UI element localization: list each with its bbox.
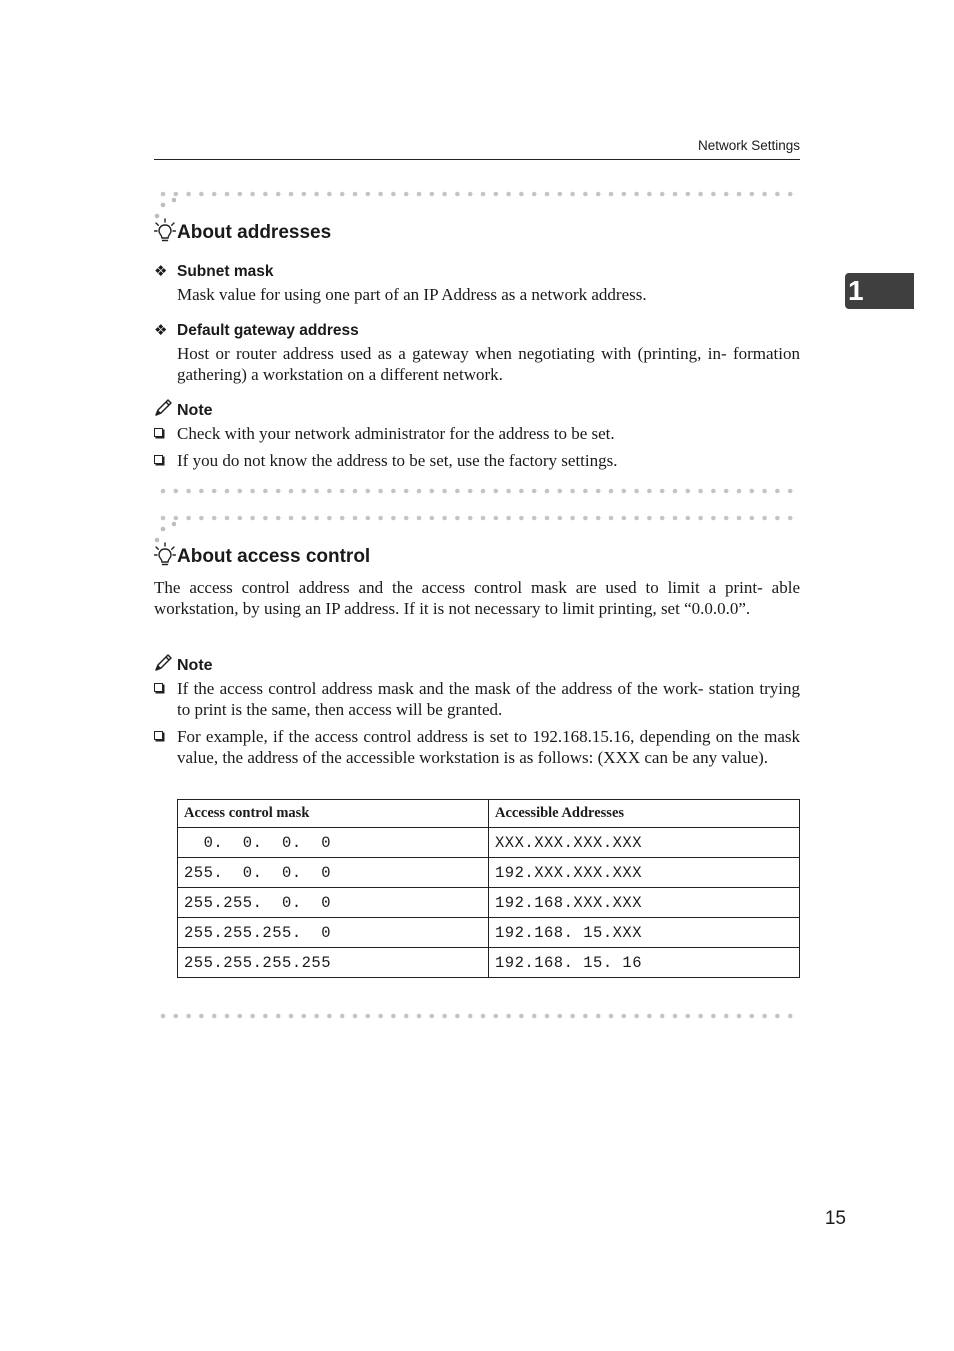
rule-dot — [263, 192, 268, 197]
rule-dot — [391, 489, 396, 494]
rule-dot — [417, 489, 422, 494]
rule-dot — [737, 516, 742, 521]
rule-dot — [532, 489, 537, 494]
rule-dot — [711, 1014, 716, 1019]
rule-dot — [622, 1014, 627, 1019]
dotted-corner — [154, 520, 176, 544]
rule-dot — [506, 192, 511, 197]
lightbulb-icon — [154, 218, 176, 244]
rule-dot — [737, 1014, 742, 1019]
rule-dot — [775, 1014, 780, 1019]
rule-dot — [686, 516, 691, 521]
dotted-rule-top — [160, 190, 800, 198]
rule-dot — [327, 1014, 332, 1019]
rule-dot — [417, 516, 422, 521]
rule-dot — [289, 192, 294, 197]
term-label: Subnet mask — [177, 263, 274, 280]
rule-dot — [455, 1014, 460, 1019]
column-header-addresses: Accessible Addresses — [489, 800, 800, 828]
rule-dot — [186, 1014, 191, 1019]
pencil-icon — [154, 653, 173, 672]
rule-dot — [545, 192, 550, 197]
rule-dot — [596, 516, 601, 521]
rule-dot — [596, 489, 601, 494]
rule-dot — [622, 489, 627, 494]
rule-dot — [698, 516, 703, 521]
rule-dot — [545, 1014, 550, 1019]
rule-dot — [174, 1014, 179, 1019]
chapter-tab: 1 — [845, 273, 914, 309]
rule-dot — [468, 489, 473, 494]
table-row — [178, 948, 800, 978]
rule-dot — [647, 1014, 652, 1019]
rule-dot — [673, 489, 678, 494]
rule-dot — [302, 1014, 307, 1019]
rule-dot — [583, 192, 588, 197]
note-item — [154, 678, 800, 720]
column-header-mask: Access control mask — [178, 800, 489, 828]
note-text: Check with your network administrator for the address to be set. — [177, 424, 615, 443]
rule-dot — [506, 516, 511, 521]
rule-dot — [199, 489, 204, 494]
rule-dot — [724, 516, 729, 521]
rule-dot — [378, 489, 383, 494]
rule-dot — [532, 516, 537, 521]
rule-dot — [263, 489, 268, 494]
rule-dot — [314, 192, 319, 197]
rule-dot — [583, 1014, 588, 1019]
rule-dot — [698, 1014, 703, 1019]
mask-cell: 0. 0. 0. 0 — [178, 828, 489, 858]
rule-dot — [570, 516, 575, 521]
rule-dot — [327, 192, 332, 197]
checkbox-icon — [154, 683, 163, 692]
rule-dot — [609, 516, 614, 521]
address-cell: 192.168.XXX.XXX — [489, 888, 800, 918]
rule-dot — [238, 192, 243, 197]
note-heading — [154, 398, 213, 420]
rule-dot — [250, 192, 255, 197]
rule-dot — [481, 489, 486, 494]
term-description: Host or router address used as a gateway when negotiating with (printing, in- formation gathering) a workstation on a different network. — [177, 344, 800, 384]
rule-dot — [366, 1014, 371, 1019]
rule-dot — [314, 489, 319, 494]
rule-dot — [378, 192, 383, 197]
rule-dot — [289, 1014, 294, 1019]
rule-dot — [532, 1014, 537, 1019]
rule-dot — [609, 1014, 614, 1019]
rule-dot — [225, 192, 230, 197]
rule-dot — [724, 489, 729, 494]
rule-dot — [225, 1014, 230, 1019]
rule-dot — [199, 192, 204, 197]
rule-dot — [417, 192, 422, 197]
rule-dot — [494, 1014, 499, 1019]
note-text: For example, if the access control address is set to 192.168.15.16, depending on the mask value, the address of the accessible workstation is as follows: (XXX can be any value). — [177, 727, 800, 767]
rule-dot — [660, 1014, 665, 1019]
rule-dot — [609, 192, 614, 197]
rule-dot — [238, 489, 243, 494]
rule-dot — [442, 489, 447, 494]
rule-dot — [212, 1014, 217, 1019]
rule-dot — [276, 516, 281, 521]
rule-dot — [430, 516, 435, 521]
rule-dot — [634, 1014, 639, 1019]
rule-dot — [519, 516, 524, 521]
rule-dot — [519, 489, 524, 494]
rule-dot — [762, 516, 767, 521]
rule-dot — [391, 516, 396, 521]
rule-dot — [762, 1014, 767, 1019]
rule-dot — [212, 192, 217, 197]
rule-dot — [634, 192, 639, 197]
rule-dot — [212, 489, 217, 494]
dotted-rule-top — [160, 514, 800, 522]
mask-cell: 255. 0. 0. 0 — [178, 858, 489, 888]
rule-dot — [570, 1014, 575, 1019]
rule-dot — [468, 1014, 473, 1019]
rule-dot — [455, 516, 460, 521]
rule-dot — [788, 489, 793, 494]
rule-dot — [378, 1014, 383, 1019]
rule-dot — [622, 516, 627, 521]
rule-dot — [724, 192, 729, 197]
rule-dot — [430, 1014, 435, 1019]
rule-dot — [570, 489, 575, 494]
rule-dot — [750, 516, 755, 521]
section-title-addresses: About addresses — [177, 222, 332, 243]
rule-dot — [353, 192, 358, 197]
rule-dot — [494, 489, 499, 494]
rule-dot — [238, 516, 243, 521]
rule-dot — [698, 489, 703, 494]
rule-dot — [698, 192, 703, 197]
rule-dot — [634, 516, 639, 521]
rule-dot — [750, 192, 755, 197]
rule-dot — [340, 1014, 345, 1019]
rule-dot — [442, 516, 447, 521]
table-row — [178, 858, 800, 888]
rule-dot — [378, 516, 383, 521]
mask-cell: 255.255.255. 0 — [178, 918, 489, 948]
checkbox-icon — [154, 428, 163, 437]
rule-dot — [775, 516, 780, 521]
rule-dot — [686, 489, 691, 494]
rule-dot — [506, 489, 511, 494]
rule-dot — [647, 489, 652, 494]
rule-dot — [442, 192, 447, 197]
rule-dot — [711, 489, 716, 494]
rule-dot — [750, 1014, 755, 1019]
rule-dot — [558, 192, 563, 197]
note-label: Note — [177, 402, 213, 419]
rule-dot — [161, 489, 166, 494]
rule-dot — [366, 489, 371, 494]
rule-dot — [314, 1014, 319, 1019]
page-number: 15 — [824, 1208, 846, 1229]
diamond-bullet: ❖ — [154, 263, 168, 280]
rule-dot — [545, 516, 550, 521]
rule-dot — [596, 1014, 601, 1019]
rule-dot — [276, 192, 281, 197]
rule-dot — [430, 192, 435, 197]
note-item — [154, 450, 800, 471]
rule-dot — [250, 1014, 255, 1019]
rule-dot — [724, 1014, 729, 1019]
dotted-rule-bottom — [160, 1012, 800, 1020]
rule-dot — [660, 489, 665, 494]
table-row — [178, 918, 800, 948]
note-item — [154, 726, 800, 768]
rule-dot — [186, 192, 191, 197]
address-cell: XXX.XXX.XXX.XXX — [489, 828, 800, 858]
mask-cell: 255.255. 0. 0 — [178, 888, 489, 918]
rule-dot — [404, 489, 409, 494]
rule-dot — [788, 192, 793, 197]
term-label: Default gateway address — [177, 322, 359, 339]
rule-dot — [570, 192, 575, 197]
rule-dot — [289, 516, 294, 521]
dotted-rule-bottom — [160, 487, 800, 495]
rule-dot — [238, 1014, 243, 1019]
access-table — [177, 799, 800, 978]
rule-dot — [634, 489, 639, 494]
rule-dot — [737, 489, 742, 494]
rule-dot — [404, 192, 409, 197]
rule-dot — [276, 489, 281, 494]
rule-dot — [775, 192, 780, 197]
dotted-corner — [154, 196, 176, 220]
rule-dot — [788, 1014, 793, 1019]
rule-dot — [366, 516, 371, 521]
rule-dot — [494, 516, 499, 521]
rule-dot — [583, 489, 588, 494]
rule-dot — [340, 516, 345, 521]
rule-dot — [302, 192, 307, 197]
rule-dot — [263, 516, 268, 521]
rule-dot — [366, 192, 371, 197]
rule-dot — [686, 192, 691, 197]
checkbox-icon — [154, 455, 163, 464]
rule-dot — [583, 516, 588, 521]
access-control-intro: The access control address and the access control mask are used to limit a print- able workstation, by using an IP address. If it is not necessary to limit printing, set “0.0.0.0”. — [154, 578, 800, 618]
rule-dot — [161, 1014, 166, 1019]
rule-dot — [737, 192, 742, 197]
note-heading — [154, 653, 213, 675]
lightbulb-icon — [154, 542, 176, 568]
rule-dot — [481, 192, 486, 197]
rule-dot — [186, 489, 191, 494]
rule-dot — [404, 516, 409, 521]
rule-dot — [455, 192, 460, 197]
rule-dot — [558, 1014, 563, 1019]
rule-dot — [186, 516, 191, 521]
rule-dot — [225, 489, 230, 494]
rule-dot — [199, 516, 204, 521]
rule-dot — [762, 192, 767, 197]
rule-dot — [327, 516, 332, 521]
address-cell: 192.168. 15.XXX — [489, 918, 800, 948]
rule-dot — [327, 489, 332, 494]
rule-dot — [225, 516, 230, 521]
rule-dot — [340, 192, 345, 197]
note-text: If you do not know the address to be set, use the factory settings. — [177, 451, 618, 470]
header-rule — [154, 159, 800, 160]
rule-dot — [647, 516, 652, 521]
checkbox-icon — [154, 731, 163, 740]
address-cell: 192.XXX.XXX.XXX — [489, 858, 800, 888]
rule-dot — [302, 489, 307, 494]
rule-dot — [276, 1014, 281, 1019]
rule-dot — [788, 516, 793, 521]
rule-dot — [481, 1014, 486, 1019]
rule-dot — [353, 489, 358, 494]
rule-dot — [506, 1014, 511, 1019]
rule-dot — [417, 1014, 422, 1019]
rule-dot — [302, 516, 307, 521]
rule-dot — [455, 489, 460, 494]
rule-dot — [532, 192, 537, 197]
term-description: Mask value for using one part of an IP Address as a network address. — [177, 285, 647, 304]
rule-dot — [647, 192, 652, 197]
rule-dot — [673, 516, 678, 521]
rule-dot — [468, 192, 473, 197]
pencil-icon — [154, 398, 173, 417]
running-head: Network Settings — [697, 138, 800, 153]
rule-dot — [750, 489, 755, 494]
rule-dot — [558, 489, 563, 494]
table-row — [178, 828, 800, 858]
rule-dot — [673, 1014, 678, 1019]
rule-dot — [314, 516, 319, 521]
rule-dot — [404, 1014, 409, 1019]
rule-dot — [519, 1014, 524, 1019]
rule-dot — [609, 489, 614, 494]
rule-dot — [174, 489, 179, 494]
rule-dot — [199, 1014, 204, 1019]
rule-dot — [391, 1014, 396, 1019]
mask-cell: 255.255.255.255 — [178, 948, 489, 978]
note-item — [154, 423, 800, 444]
rule-dot — [494, 192, 499, 197]
rule-dot — [596, 192, 601, 197]
rule-dot — [711, 516, 716, 521]
rule-dot — [545, 489, 550, 494]
rule-dot — [519, 192, 524, 197]
rule-dot — [762, 489, 767, 494]
section-title-access-control: About access control — [177, 546, 371, 567]
rule-dot — [775, 489, 780, 494]
rule-dot — [468, 516, 473, 521]
rule-dot — [442, 1014, 447, 1019]
rule-dot — [558, 516, 563, 521]
table-row — [178, 888, 800, 918]
rule-dot — [340, 489, 345, 494]
rule-dot — [430, 489, 435, 494]
table-header-row — [178, 800, 800, 828]
rule-dot — [660, 192, 665, 197]
note-text: If the access control address mask and the mask of the address of the work- station trying to print is the same, then access will be granted. — [177, 679, 800, 719]
rule-dot — [673, 192, 678, 197]
rule-dot — [263, 1014, 268, 1019]
rule-dot — [289, 489, 294, 494]
rule-dot — [250, 489, 255, 494]
diamond-bullet: ❖ — [154, 322, 168, 339]
note-label: Note — [177, 657, 213, 674]
rule-dot — [353, 516, 358, 521]
rule-dot — [391, 192, 396, 197]
address-cell: 192.168. 15. 16 — [489, 948, 800, 978]
term-default-gateway — [154, 321, 359, 340]
rule-dot — [353, 1014, 358, 1019]
rule-dot — [711, 192, 716, 197]
rule-dot — [250, 516, 255, 521]
term-subnet-mask — [154, 262, 273, 281]
rule-dot — [686, 1014, 691, 1019]
rule-dot — [660, 516, 665, 521]
rule-dot — [622, 192, 627, 197]
rule-dot — [481, 516, 486, 521]
rule-dot — [212, 516, 217, 521]
